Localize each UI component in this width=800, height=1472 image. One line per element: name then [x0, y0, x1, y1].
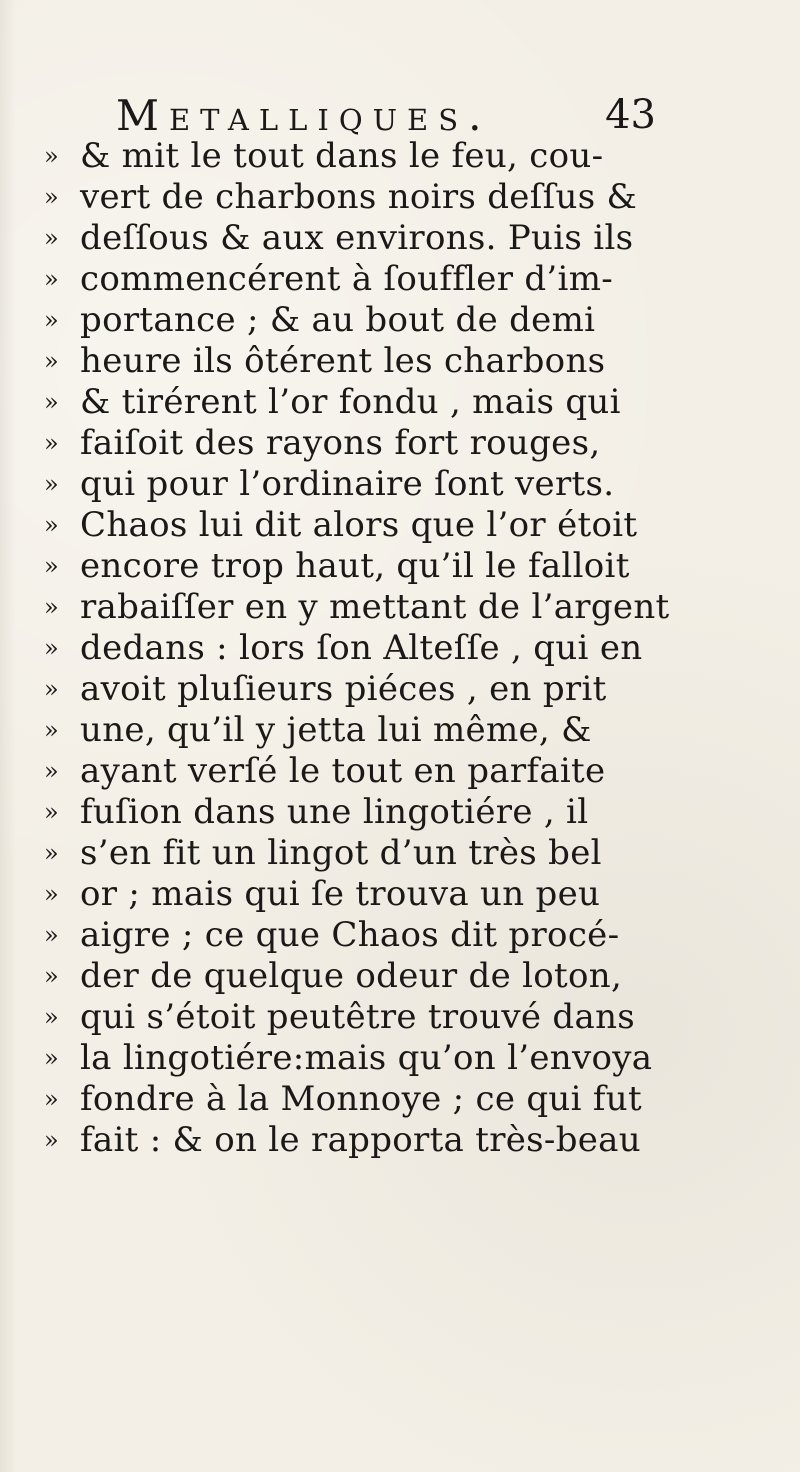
- quotation-mark: »: [44, 470, 59, 498]
- text-line: [44, 218, 684, 259]
- text-line: [44, 341, 684, 382]
- page-header: [116, 91, 656, 141]
- quotation-mark: »: [44, 757, 59, 785]
- quotation-mark: »: [44, 880, 59, 908]
- quotation-mark: »: [44, 224, 59, 252]
- quotation-mark: »: [44, 511, 59, 539]
- text-line: [44, 1120, 684, 1161]
- line-text: rabaiſſer en y mettant de l’argent: [80, 587, 670, 627]
- text-line: [44, 300, 684, 341]
- line-text: qui s’étoit peutêtre trouvé dans: [80, 997, 636, 1037]
- text-line: [44, 833, 684, 874]
- quotation-mark: »: [44, 921, 59, 949]
- line-text: ayant verſé le tout en parfaite: [80, 751, 606, 791]
- line-text: & tirérent l’or fondu , mais qui: [80, 382, 621, 422]
- line-text: or ; mais qui ſe trouva un peu: [80, 874, 601, 914]
- text-line: [44, 956, 684, 997]
- line-text: commencérent à ſouffler d’im-: [80, 259, 614, 299]
- running-title: Metalliques.: [116, 91, 492, 140]
- line-text: portance ; & au bout de demi: [80, 300, 596, 340]
- line-text: faiſoit des rayons fort rouges,: [80, 423, 601, 463]
- line-text: heure ils ôtérent les charbons: [80, 341, 606, 381]
- line-text: dedans : lors ſon Alteſſe , qui en: [80, 628, 643, 668]
- line-text: fait : & on le rapporta très-beau: [80, 1120, 641, 1160]
- line-text: aigre ; ce que Chaos dit procé-: [80, 915, 620, 955]
- quotation-mark: »: [44, 1126, 59, 1154]
- line-text: der de quelque odeur de loton,: [80, 956, 623, 996]
- page-edge-shadow: [0, 0, 16, 1472]
- quotation-mark: »: [44, 962, 59, 990]
- quotation-mark: »: [44, 183, 59, 211]
- text-line: [44, 177, 684, 218]
- text-line: [44, 505, 684, 546]
- text-line: [44, 710, 684, 751]
- line-text: Chaos lui dit alors que l’or étoit: [80, 505, 638, 545]
- text-line: [44, 997, 684, 1038]
- text-line: [44, 464, 684, 505]
- quotation-mark: »: [44, 1085, 59, 1113]
- text-line: [44, 915, 684, 956]
- line-text: une, qu’il y jetta lui même, &: [80, 710, 592, 750]
- quotation-mark: »: [44, 839, 59, 867]
- quotation-mark: »: [44, 1003, 59, 1031]
- text-line: [44, 751, 684, 792]
- quotation-mark: »: [44, 634, 59, 662]
- quotation-mark: »: [44, 1044, 59, 1072]
- quotation-mark: »: [44, 429, 59, 457]
- text-line: [44, 587, 684, 628]
- text-line: [44, 874, 684, 915]
- quotation-mark: »: [44, 142, 59, 170]
- line-text: qui pour l’ordinaire ſont verts.: [80, 464, 615, 504]
- text-line: [44, 259, 684, 300]
- body-text: [44, 136, 684, 1161]
- text-line: [44, 669, 684, 710]
- quotation-mark: »: [44, 388, 59, 416]
- text-line: [44, 382, 684, 423]
- line-text: fuſion dans une lingotiére , il: [80, 792, 589, 832]
- line-text: deſſous & aux environs. Puis ils: [80, 218, 634, 258]
- text-line: [44, 136, 684, 177]
- text-line: [44, 423, 684, 464]
- text-line: [44, 546, 684, 587]
- quotation-mark: »: [44, 675, 59, 703]
- quotation-mark: »: [44, 798, 59, 826]
- line-text: & mit le tout dans le feu, cou-: [80, 136, 604, 176]
- line-text: la lingotiére:mais qu’on l’envoya: [80, 1038, 653, 1078]
- quotation-mark: »: [44, 265, 59, 293]
- quotation-mark: »: [44, 593, 59, 621]
- text-line: [44, 628, 684, 669]
- page-number: 43: [605, 92, 656, 138]
- line-text: s’en fit un lingot d’un très bel: [80, 833, 602, 873]
- line-text: avoit pluſieurs piéces , en prit: [80, 669, 607, 709]
- line-text: encore trop haut, qu’il le falloit: [80, 546, 630, 586]
- quotation-mark: »: [44, 347, 59, 375]
- line-text: fondre à la Monnoye ; ce qui fut: [80, 1079, 642, 1119]
- text-line: [44, 1079, 684, 1120]
- line-text: vert de charbons noirs deſſus &: [80, 177, 638, 217]
- quotation-mark: »: [44, 552, 59, 580]
- text-line: [44, 1038, 684, 1079]
- quotation-mark: »: [44, 306, 59, 334]
- text-line: [44, 792, 684, 833]
- quotation-mark: »: [44, 716, 59, 744]
